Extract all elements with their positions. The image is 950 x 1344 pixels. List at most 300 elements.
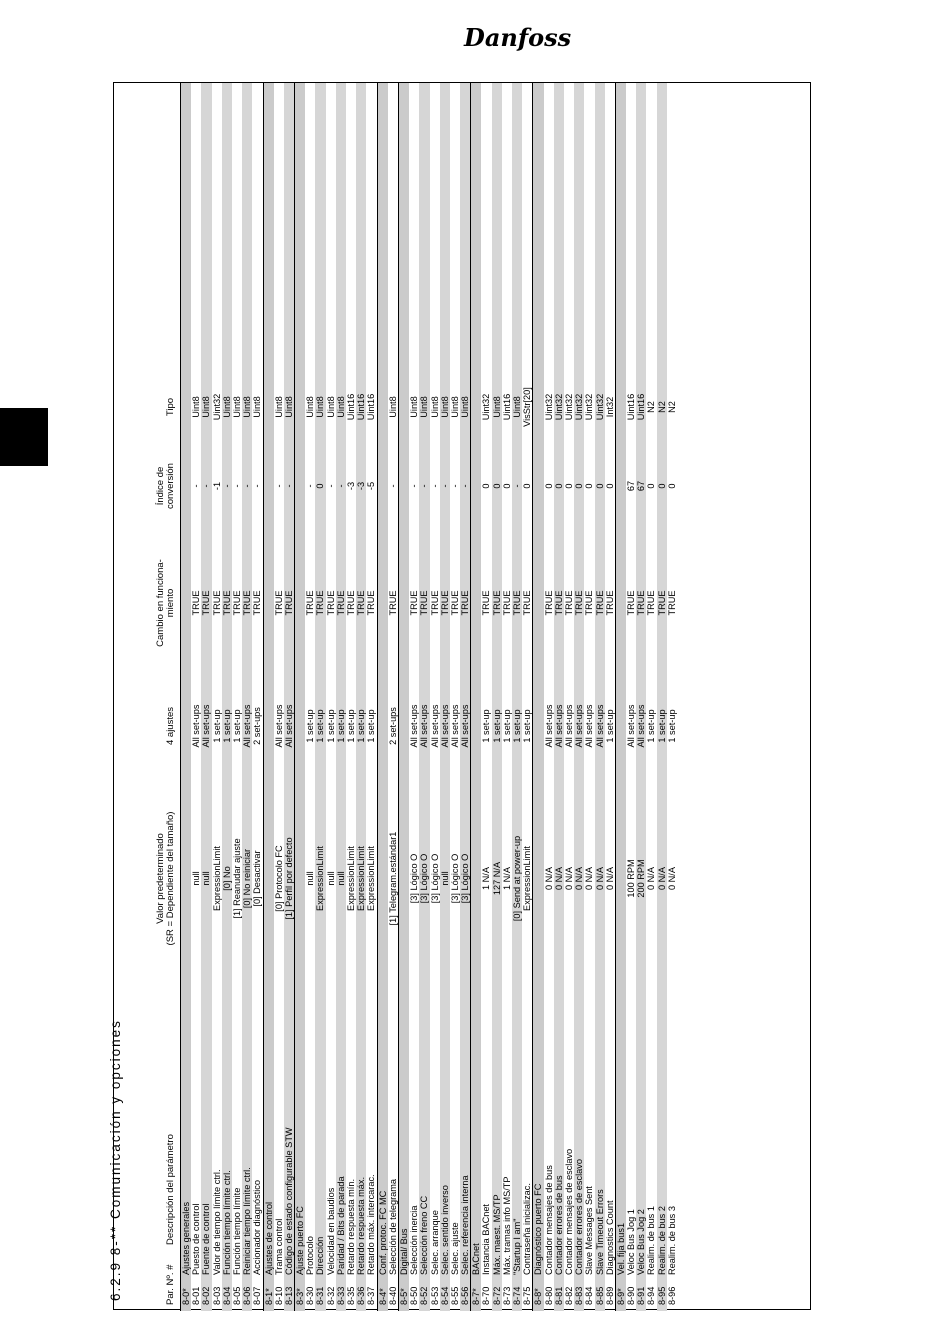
par-conversion-index: 0 [584, 483, 595, 489]
par-conversion-index: - [325, 484, 336, 488]
table-row [430, 83, 440, 1311]
par-description: Diagnostics Count [604, 1200, 615, 1275]
par-number: 8-02 [201, 1286, 212, 1305]
par-conversion-index: 0 [501, 483, 512, 489]
par-default: [3] Lógico O [409, 853, 420, 904]
par-change-during-operation: TRUE [604, 590, 615, 616]
par-number: 8-96 [666, 1286, 677, 1305]
par-type: Uint8 [460, 396, 471, 418]
par-type: Uint8 [325, 396, 336, 418]
par-change-during-operation: TRUE [656, 590, 667, 616]
par-conversion-index: -3 [346, 481, 356, 491]
par-setups: All set-ups [449, 704, 460, 748]
par-change-during-operation: TRUE [666, 590, 677, 616]
par-type: Uint8 [191, 396, 202, 418]
table-row [222, 83, 232, 1311]
par-conversion-index: - [409, 484, 420, 488]
par-setups: All set-ups [636, 704, 647, 748]
par-default: [3] Lógico O [429, 853, 440, 904]
par-setups: 1 set-up [604, 709, 615, 743]
par-description: Reiniciar tiempo límite ctrl. [242, 1167, 253, 1275]
par-conversion-index: - [419, 484, 430, 488]
table-group-row [398, 83, 409, 1311]
par-description: Realim. de bus 2 [656, 1206, 667, 1275]
par-type: Uint8 [305, 396, 316, 418]
par-setups: 1 set-up [366, 709, 377, 743]
par-default: ExpressionLimit [315, 846, 326, 911]
table-row [544, 83, 554, 1311]
par-type: Uint16 [366, 393, 377, 421]
par-setups: All set-ups [409, 704, 420, 748]
par-default: 0 N/A [666, 867, 677, 890]
par-setups: 1 set-up [666, 709, 677, 743]
par-default: [3] Lógico O [460, 853, 471, 904]
par-description: Valor de tiempo límite ctrl. [211, 1169, 222, 1275]
table-group-row [263, 83, 274, 1311]
par-number: 8-73 [501, 1286, 512, 1305]
par-description: Realim. de bus 1 [646, 1206, 657, 1275]
par-setups: All set-ups [563, 704, 574, 748]
par-type: Uint8 [491, 396, 502, 418]
header-conversion [156, 451, 176, 521]
par-number: 8-75 [522, 1286, 533, 1305]
par-type: Uint32 [594, 393, 605, 421]
par-description: Selección de telegrama [387, 1178, 398, 1275]
header-conversion-line1: Índice de [155, 466, 166, 506]
par-setups: All set-ups [439, 704, 450, 748]
table-row [336, 83, 346, 1311]
par-setups: 1 set-up [481, 709, 492, 743]
group-par-number: 8-3* [295, 1288, 306, 1305]
par-conversion-index: - [221, 484, 232, 488]
par-number: 8-30 [305, 1286, 316, 1305]
par-setups: 1 set-up [356, 709, 367, 743]
par-default: ExpressionLimit [366, 846, 377, 911]
par-conversion-index: 0 [646, 483, 657, 489]
header-type: Tipo [165, 397, 176, 417]
table-row [595, 83, 605, 1311]
par-description: Instancia BACnet [481, 1204, 492, 1275]
par-type: Uint16 [501, 393, 512, 421]
table-row [356, 83, 366, 1311]
par-default: 200 RPM [636, 859, 647, 898]
par-default: 0 N/A [543, 867, 554, 890]
par-type: N2 [666, 401, 677, 413]
par-default: [3] Lógico O [449, 853, 460, 904]
par-description: Slave Timeout Errors [594, 1189, 605, 1275]
par-type: Uint16 [356, 393, 367, 421]
table-row [502, 83, 512, 1311]
par-change-during-operation: TRUE [553, 590, 564, 616]
par-type: N2 [656, 401, 667, 413]
par-default: [0] No [221, 866, 232, 891]
par-default: ExpressionLimit [522, 846, 533, 911]
table-row [460, 83, 470, 1311]
par-type: Int32 [604, 396, 615, 418]
header-desc: Descripción del parámetro [165, 1134, 176, 1245]
table-row [366, 83, 376, 1311]
par-number: 8-70 [481, 1286, 492, 1305]
par-number: 8-05 [231, 1286, 242, 1305]
par-number: 8-13 [283, 1286, 294, 1305]
par-setups: 2 set-ups [387, 707, 398, 745]
par-conversion-index: -5 [366, 481, 377, 491]
par-setups: All set-ups [594, 704, 605, 748]
par-setups: 1 set-up [305, 709, 316, 743]
par-number: 8-07 [252, 1286, 263, 1305]
par-conversion-index: 0 [563, 483, 574, 489]
par-number: 8-53 [429, 1286, 440, 1305]
table-row [667, 83, 677, 1311]
par-number: 8-54 [439, 1286, 450, 1305]
par-number: 8-56 [460, 1286, 471, 1305]
table-row [450, 83, 460, 1311]
par-number: 8-33 [335, 1286, 346, 1305]
par-description: Selección inercia [409, 1205, 420, 1275]
par-conversion-index: - [439, 484, 450, 488]
par-default: 127 N/A [491, 861, 502, 896]
par-conversion-index: -3 [356, 481, 367, 491]
group-title: Ajuste puerto FC [295, 1206, 306, 1275]
group-par-number: 8-8* [533, 1288, 544, 1305]
par-description: Velocidad en baudios [325, 1187, 336, 1275]
par-description: Función tiempo límite ctrl. [221, 1170, 232, 1275]
group-par-number: 8-0* [181, 1288, 191, 1305]
par-default: 100 RPM [626, 859, 637, 898]
par-number: 8-03 [211, 1286, 222, 1305]
par-type: Uint8 [449, 396, 460, 418]
par-type: Uint8 [419, 396, 430, 418]
par-number: 8-36 [356, 1286, 367, 1305]
par-conversion-index: 0 [522, 483, 533, 489]
par-description: Selec. arranque [429, 1210, 440, 1275]
table-header [138, 83, 178, 1311]
par-type: Uint8 [409, 396, 420, 418]
par-setups: 1 set-up [325, 709, 336, 743]
par-change-during-operation: TRUE [636, 590, 647, 616]
par-conversion-index: - [283, 484, 294, 488]
par-number: 8-72 [491, 1286, 502, 1305]
par-default: null [305, 871, 316, 886]
table-group-row [377, 83, 388, 1311]
table-row [274, 83, 284, 1311]
par-change-during-operation: TRUE [315, 590, 326, 616]
par-default: [1] Telegram.estándar1 [387, 831, 398, 926]
par-conversion-index: 0 [553, 483, 564, 489]
par-type: N2 [646, 401, 657, 413]
par-number: 8-90 [626, 1286, 637, 1305]
par-conversion-index: - [512, 484, 522, 488]
par-default: 0 N/A [646, 867, 657, 890]
header-conversion-line2: conversión [165, 463, 176, 509]
par-default: 0 N/A [656, 867, 667, 890]
table-row [315, 83, 325, 1311]
par-setups: 1 set-up [346, 709, 356, 743]
group-par-number: 8-5* [398, 1288, 409, 1305]
par-change-during-operation: TRUE [409, 590, 420, 616]
par-number: 8-32 [325, 1286, 336, 1305]
par-setups: 2 set-ups [252, 707, 263, 745]
par-description: Puesto de control [191, 1203, 202, 1275]
table-group-row [294, 83, 305, 1311]
par-conversion-index: 0 [543, 483, 554, 489]
par-description: Realim. de bus 3 [666, 1206, 677, 1275]
par-type: Uint8 [439, 396, 450, 418]
par-setups: All set-ups [283, 704, 294, 748]
par-conversion-index: 0 [315, 483, 326, 489]
par-change-during-operation: TRUE [491, 590, 502, 616]
par-change-during-operation: TRUE [242, 590, 253, 616]
group-par-number: 8-1* [263, 1288, 274, 1305]
par-change-during-operation: TRUE [646, 590, 657, 616]
table-row [242, 83, 252, 1311]
table-row [584, 83, 594, 1311]
par-change-during-operation: TRUE [387, 590, 398, 616]
par-description: Veloc Bus Jog 2 [636, 1209, 647, 1275]
par-conversion-index: - [252, 484, 263, 488]
par-setups: 1 set-up [221, 709, 232, 743]
par-description: Veloc Bus Jog 1 [626, 1209, 637, 1275]
par-description: Contador mensajes de bus [543, 1165, 554, 1275]
par-description: Dirección [315, 1236, 326, 1275]
par-type: Uint16 [636, 393, 647, 421]
par-description: Máx. tramas info MS/TP [501, 1176, 512, 1275]
par-conversion-index: - [231, 484, 242, 488]
par-default: [3] Lógico O [419, 853, 430, 904]
par-setups: All set-ups [626, 704, 637, 748]
rotated-page-content [108, 83, 812, 1311]
par-change-during-operation: TRUE [335, 590, 346, 616]
par-conversion-index: -1 [211, 481, 222, 491]
par-default: 0 N/A [574, 867, 585, 890]
table-row [252, 83, 262, 1311]
par-change-during-operation: TRUE [460, 590, 471, 616]
par-number: 8-83 [574, 1286, 585, 1305]
par-type: Uint32 [211, 393, 222, 421]
par-default: null [439, 871, 450, 886]
table-row [212, 83, 222, 1311]
group-title: Digital/ Bus [398, 1228, 409, 1275]
group-par-number: 8-7* [471, 1288, 482, 1305]
par-change-during-operation: TRUE [419, 590, 430, 616]
header-change-line2: miento [165, 588, 176, 618]
par-number: 8-74 [512, 1286, 522, 1305]
par-change-during-operation: TRUE [449, 590, 460, 616]
par-type: Uint8 [512, 396, 522, 418]
par-change-during-operation: TRUE [356, 590, 367, 616]
par-number: 8-89 [604, 1286, 615, 1305]
par-description: Trama control [273, 1218, 284, 1275]
par-setups: All set-ups [191, 704, 202, 748]
par-description: Máx. maest. MS/TP [491, 1194, 502, 1275]
group-title: Ajustes de control [263, 1201, 274, 1275]
table-row [605, 83, 615, 1311]
par-setups: All set-ups [419, 704, 430, 748]
par-default: null [325, 871, 336, 886]
par-setups: 1 set-up [315, 709, 326, 743]
par-change-during-operation: TRUE [366, 590, 377, 616]
par-conversion-index: 0 [604, 483, 615, 489]
par-type: Uint8 [201, 396, 212, 418]
par-number: 8-95 [656, 1286, 667, 1305]
par-conversion-index: - [201, 484, 212, 488]
par-conversion-index: 0 [594, 483, 605, 489]
par-description: Fuente de control [201, 1203, 212, 1275]
par-description: Retardo máx. intercarac. [366, 1174, 377, 1275]
par-type: Uint32 [574, 393, 585, 421]
par-change-during-operation: TRUE [273, 590, 284, 616]
par-setups: 1 set-up [512, 709, 522, 743]
par-number: 8-52 [419, 1286, 430, 1305]
danfoss-logo [462, 18, 572, 58]
par-conversion-index: - [429, 484, 440, 488]
par-setups: All set-ups [242, 704, 253, 748]
par-conversion-index: 0 [656, 483, 667, 489]
par-change-during-operation: TRUE [429, 590, 440, 616]
par-default: null [191, 871, 202, 886]
par-number: 8-50 [409, 1286, 420, 1305]
par-change-during-operation: TRUE [543, 590, 554, 616]
par-default: [1] Reanudar ajuste [231, 838, 242, 919]
par-change-during-operation: TRUE [594, 590, 605, 616]
table-row [346, 83, 356, 1311]
par-description: Contador errores de esclavo [574, 1159, 585, 1275]
par-description: Código de estado configurable STW [283, 1127, 294, 1275]
table-row [388, 83, 398, 1311]
par-type: Uint8 [273, 396, 284, 418]
par-description: Selec. referencia interna [460, 1175, 471, 1275]
par-setups: All set-ups [553, 704, 564, 748]
par-change-during-operation: TRUE [201, 590, 212, 616]
par-number: 8-31 [315, 1286, 326, 1305]
par-number: 8-94 [646, 1286, 657, 1305]
par-description: Protocolo [305, 1236, 316, 1275]
par-conversion-index: - [191, 484, 202, 488]
parameter-table-frame [108, 82, 811, 1310]
par-setups: 1 set-up [501, 709, 512, 743]
par-description: Selección freno CC [419, 1195, 430, 1275]
par-setups: 1 set-up [231, 709, 242, 743]
svg-text:Danfoss: Danfoss [464, 23, 572, 52]
par-number: 8-80 [543, 1286, 554, 1305]
group-title: Ajustes generales [181, 1201, 191, 1275]
group-title: BACnet [471, 1243, 482, 1275]
par-setups: All set-ups [543, 704, 554, 748]
table-row [657, 83, 667, 1311]
par-type: Uint8 [242, 396, 253, 418]
par-conversion-index: 67 [626, 480, 637, 492]
par-description: Función tiempo límite [231, 1187, 242, 1275]
par-change-during-operation: TRUE [325, 590, 336, 616]
par-conversion-index: 0 [574, 483, 585, 489]
par-number: 8-40 [387, 1286, 398, 1305]
par-description: Contador mensajes de esclavo [563, 1148, 574, 1275]
par-change-during-operation: TRUE [522, 590, 533, 616]
par-description: Retardo respuesta mín. [346, 1178, 356, 1275]
par-setups: 1 set-up [335, 709, 346, 743]
table-row [481, 83, 491, 1311]
par-type: Uint32 [543, 393, 554, 421]
par-default: 1 N/A [481, 867, 492, 890]
table-row [564, 83, 574, 1311]
header-default-line2: (SR = Dependiente del tamaño) [165, 811, 176, 946]
par-change-during-operation: TRUE [501, 590, 512, 616]
header-default [156, 806, 176, 951]
par-default: 0 N/A [553, 867, 564, 890]
par-setups: All set-ups [584, 704, 595, 748]
par-change-during-operation: TRUE [563, 590, 574, 616]
header-change-line1: Cambio en funciona- [155, 559, 166, 647]
par-default: [0] No reiniciar [242, 848, 253, 909]
par-setups: All set-ups [273, 704, 284, 748]
table-row [232, 83, 242, 1311]
par-setups: 1 set-up [522, 709, 533, 743]
par-change-during-operation: TRUE [439, 590, 450, 616]
par-change-during-operation: TRUE [574, 590, 585, 616]
par-number: 8-81 [553, 1286, 564, 1305]
table-row [646, 83, 656, 1311]
table-row [574, 83, 584, 1311]
table-group-row [615, 83, 626, 1311]
par-default: 1 N/A [501, 867, 512, 890]
table-group-row [470, 83, 481, 1311]
par-setups: 1 set-up [491, 709, 502, 743]
par-default: 0 N/A [604, 867, 615, 890]
par-number: 8-37 [366, 1286, 377, 1305]
par-number: 8-82 [563, 1286, 574, 1305]
par-type: Uint8 [283, 396, 294, 418]
table-row [305, 83, 315, 1311]
table-group-row [180, 83, 191, 1311]
par-change-during-operation: TRUE [283, 590, 294, 616]
par-conversion-index: 0 [491, 483, 502, 489]
table-row [492, 83, 502, 1311]
par-number: 8-84 [584, 1286, 595, 1305]
par-conversion-index: - [305, 484, 316, 488]
par-type: Uint8 [221, 396, 232, 418]
table-row [440, 83, 450, 1311]
par-type: Uint32 [563, 393, 574, 421]
par-description: Selec. ajuste [449, 1222, 460, 1275]
par-setups: 1 set-up [656, 709, 667, 743]
table-row [419, 83, 429, 1311]
table-row [409, 83, 419, 1311]
table-row [191, 83, 201, 1311]
table-row [284, 83, 294, 1311]
par-default: [0] Send at power-up [512, 835, 522, 922]
chapter-tab-marker [0, 408, 48, 466]
par-conversion-index: - [242, 484, 253, 488]
par-conversion-index: - [387, 484, 398, 488]
table-row [326, 83, 336, 1311]
par-description: Contador errores de bus [553, 1175, 564, 1275]
par-default: [0] Protocolo FC [273, 845, 284, 912]
header-par: Par. Nº. # [165, 1264, 176, 1305]
par-setups: All set-ups [429, 704, 440, 748]
par-setups: 1 set-up [211, 709, 222, 743]
par-change-during-operation: TRUE [191, 590, 202, 616]
par-change-during-operation: TRUE [346, 590, 356, 616]
table-row [512, 83, 522, 1311]
table-body [180, 83, 677, 1311]
table-row [201, 83, 211, 1311]
header-change [156, 543, 176, 663]
par-type: Uint8 [387, 396, 398, 418]
par-default: 0 N/A [594, 867, 605, 890]
par-default: [1] Perfil por defecto [283, 837, 294, 920]
par-default: 0 N/A [563, 867, 574, 890]
par-change-during-operation: TRUE [481, 590, 492, 616]
